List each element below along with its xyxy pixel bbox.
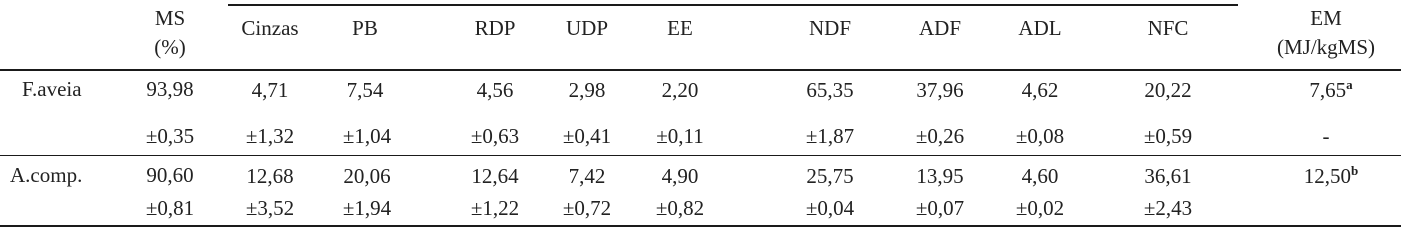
cell-sd: ±0,72: [562, 196, 612, 220]
cell-value: 13,95: [916, 164, 964, 188]
cell-sd: ±1,87: [805, 124, 855, 148]
cell-sd: ±0,08: [1015, 124, 1065, 148]
header-ms-unit: (%): [154, 35, 186, 59]
header-col-ndf: NDF: [808, 16, 851, 40]
cell-sd: ±0,07: [915, 196, 965, 220]
cell-value: 12,64: [471, 164, 519, 188]
cell-sd: ±0,02: [1015, 196, 1065, 220]
cell-value: 12,68: [246, 164, 294, 188]
em-value: 12,50: [1303, 164, 1351, 188]
header-col-adf: ADF: [918, 16, 961, 40]
table-bottom-rule: [0, 225, 1401, 227]
cell-value: 4,90: [661, 164, 699, 188]
header-col-ee: EE: [667, 16, 693, 40]
cell-sd: ±3,52: [245, 196, 295, 220]
row-em-sd: -: [1322, 124, 1330, 148]
cell-value: 25,75: [806, 164, 854, 188]
em-superscript: b: [1351, 163, 1359, 178]
row-label: F.aveia: [22, 77, 82, 101]
header-col-udp: UDP: [565, 16, 608, 40]
header-col-adl: ADL: [1018, 16, 1062, 40]
header-bottom-rule: [0, 69, 1401, 71]
row-ms-sd: ±0,35: [145, 124, 195, 148]
header-col-cinzas: Cinzas: [241, 16, 299, 40]
cell-sd: ±0,41: [562, 124, 612, 148]
cell-sd: ±0,26: [915, 124, 965, 148]
cell-value: 4,60: [1021, 164, 1059, 188]
em-superscript: a: [1346, 77, 1353, 92]
cell-value: 65,35: [806, 78, 854, 102]
row-label: A.comp.: [10, 163, 83, 187]
header-em-unit: (MJ/kgMS): [1276, 35, 1376, 59]
cell-sd: ±0,59: [1143, 124, 1193, 148]
header-em-label: EM: [1310, 6, 1342, 30]
cell-sd: ±0,63: [470, 124, 520, 148]
cell-sd: ±0,04: [805, 196, 855, 220]
cell-sd: ±1,32: [245, 124, 295, 148]
cell-value: 36,61: [1144, 164, 1192, 188]
cell-value: 37,96: [916, 78, 964, 102]
header-col-rdp: RDP: [474, 16, 516, 40]
row-em-value: [1276, 164, 1386, 191]
cell-value: 4,56: [476, 78, 514, 102]
em-value: 7,65: [1309, 78, 1347, 102]
header-ms-label: MS: [154, 6, 186, 30]
header-col-nfc: NFC: [1147, 16, 1189, 40]
cell-sd: ±2,43: [1143, 196, 1193, 220]
cell-sd: ±1,04: [342, 124, 392, 148]
cell-sd: ±1,94: [342, 196, 392, 220]
cell-sd: ±0,11: [656, 124, 704, 148]
cell-sd: ±0,82: [655, 196, 705, 220]
row-em-value: [1276, 78, 1386, 105]
cell-value: 7,42: [568, 164, 606, 188]
cell-value: 20,22: [1144, 78, 1192, 102]
header-group-rule: [228, 4, 1238, 6]
cell-value: 2,20: [661, 78, 699, 102]
cell-sd: ±1,22: [470, 196, 520, 220]
row-ms-value: 93,98: [146, 77, 194, 101]
row-divider-rule: [0, 155, 1401, 156]
cell-value: 20,06: [343, 164, 391, 188]
row-ms-value: 90,60: [146, 163, 194, 187]
row-ms-sd: ±0,81: [145, 196, 195, 220]
cell-value: 2,98: [568, 78, 606, 102]
cell-value: 7,54: [346, 78, 384, 102]
header-col-pb: PB: [352, 16, 378, 40]
cell-value: 4,62: [1021, 78, 1059, 102]
cell-value: 4,71: [251, 78, 289, 102]
